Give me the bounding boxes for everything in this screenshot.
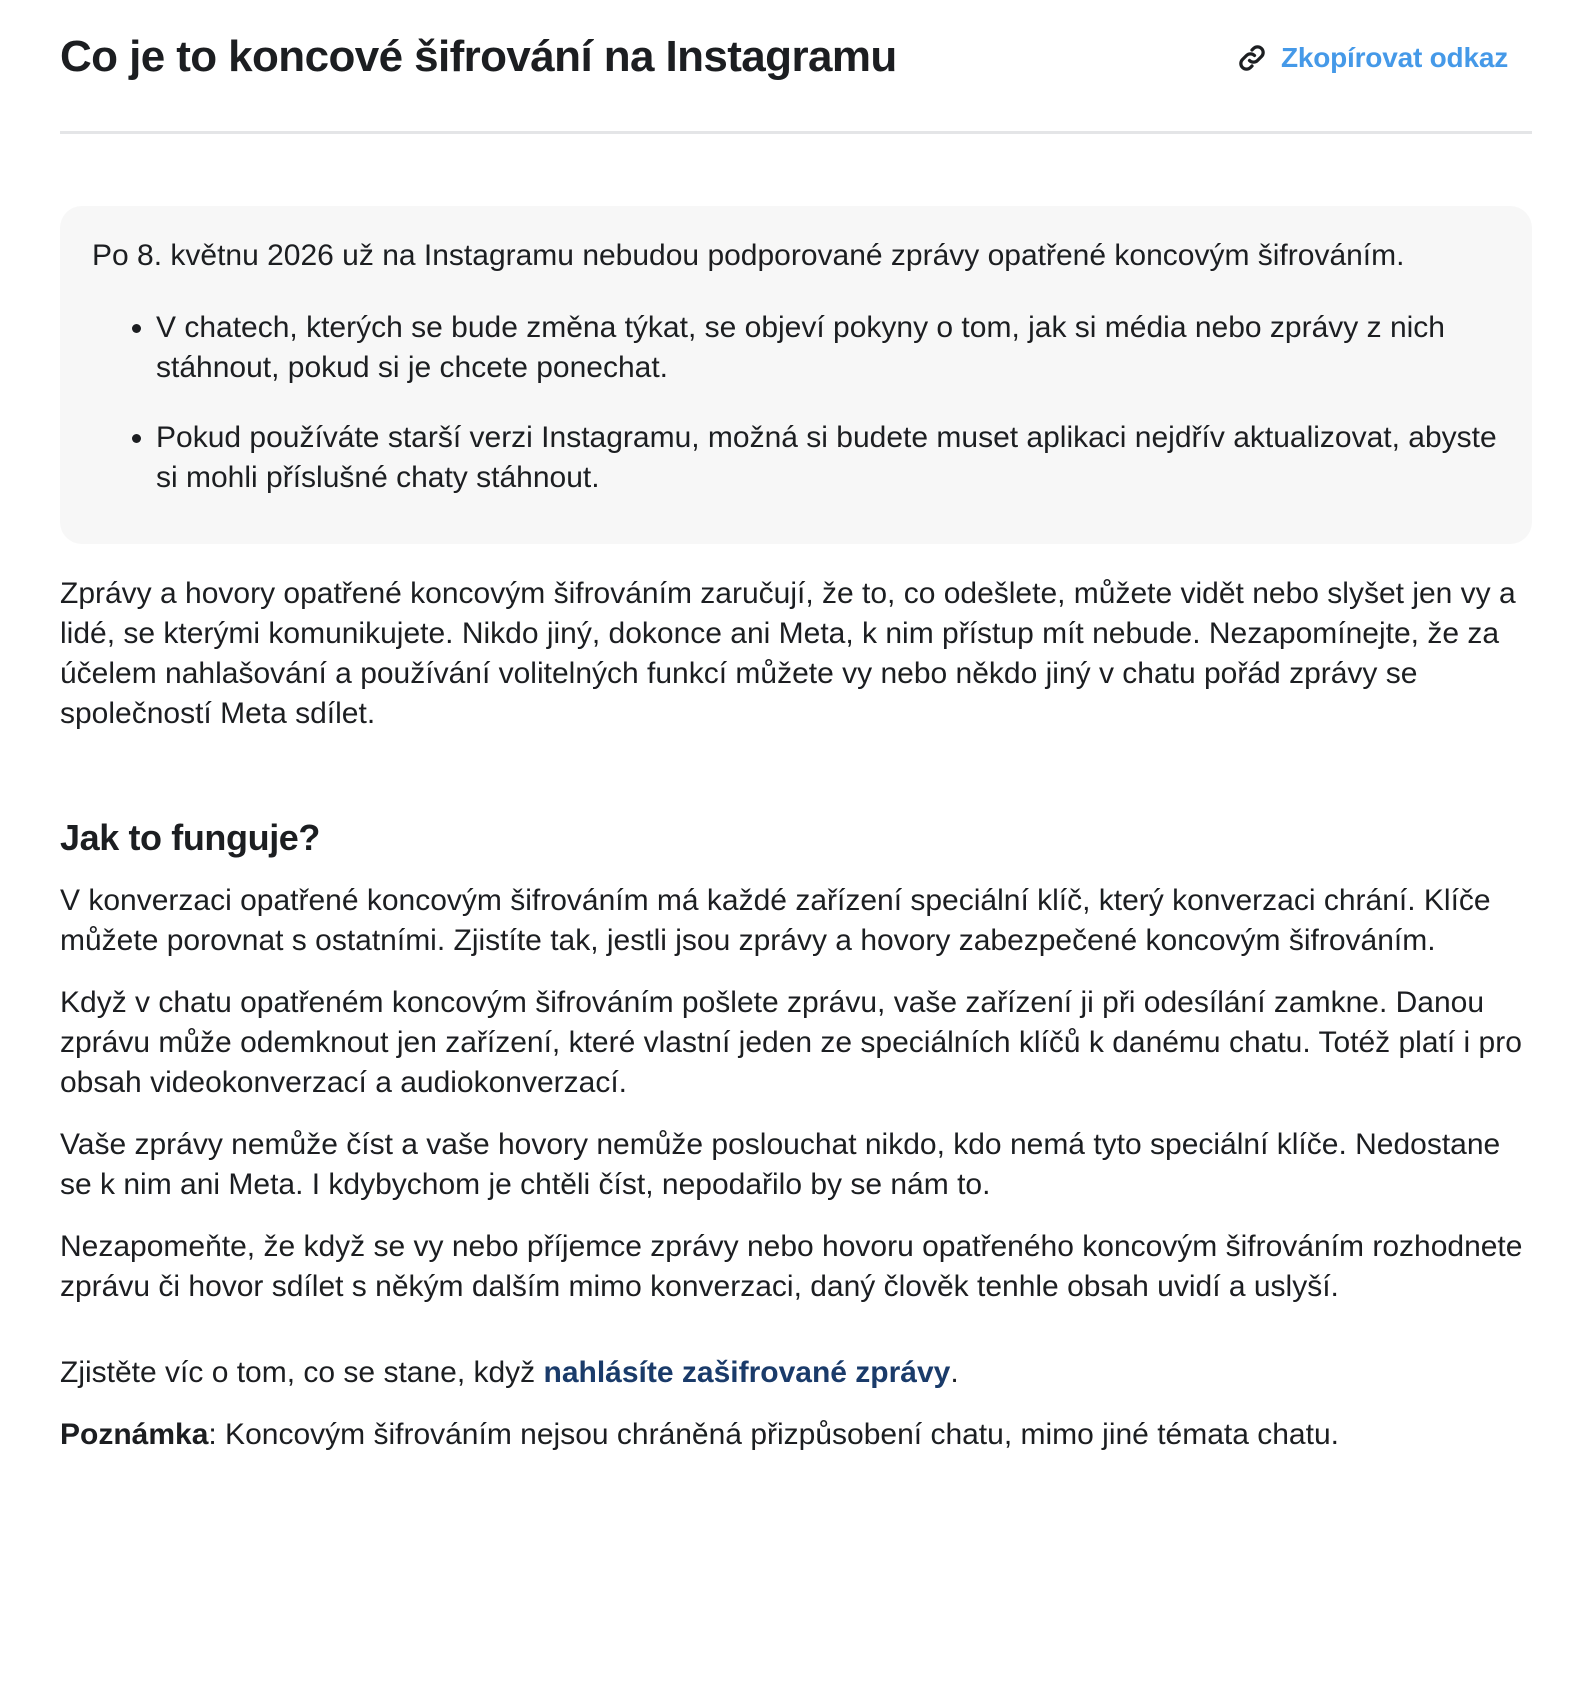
- section-paragraph: Nezapomeňte, že když se vy nebo příjemce zprávy nebo hovoru opatřeného koncovým šifrováním rozhodnete zprávu či hovor sdílet s někým dalším mimo konverzaci, daný člověk tenhle obsah uvidí a uslyší.: [60, 1230, 1523, 1304]
- note-label: Poznámka: [60, 1418, 209, 1452]
- article: [60, 0, 1532, 1455]
- section-paragraph: Když v chatu opatřeném koncovým šifrováním pošlete zprávu, vaše zařízení ji při odesílání zamkne. Danou zprávu může odemknout jen zařízení, které vlastní jeden ze speciálních klíčů k danému chatu. Totéž platí i pro obsah videokonverzací a audiokonverzací.: [60, 986, 1522, 1100]
- deprecation-notice: [60, 206, 1532, 544]
- notice-bullet: • Pokud používáte starší verzi Instagramu, možná si budete muset aplikaci nejdřív aktualizovat, abyste si mohli příslušné chaty stáhnout.: [156, 418, 1498, 498]
- note-text: : Koncovým šifrováním nejsou chráněná přizpůsobení chatu, mimo jiné témata chatu.: [208, 1418, 1339, 1452]
- page-title: Co je to koncové šifrování na Instagramu: [60, 31, 897, 81]
- copy-link-label: Zkopírovat odkaz: [1280, 41, 1508, 73]
- notice-text: Po 8. květnu 2026 už na Instagramu nebudou podporované zprávy opatřené koncovým šifrováním.: [92, 239, 1405, 272]
- intro-paragraph: Zprávy a hovory opatřené koncovým šifrováním zaručují, že to, co odešlete, můžete vidět nebo slyšet jen vy a lidé, se kterými komunikujete. Nikdo jiný, dokonce ani Meta, k nim přístup mít nebude. Nezapomínejte, že za účelem nahlašování a používání volitelných funkcí můžete vy nebo někdo jiný v chatu pořád zprávy se společností Meta sdílet.: [60, 577, 1516, 730]
- report-encrypted-messages-link[interactable]: nahlásíte zašifrované zprávy: [543, 1356, 951, 1390]
- article-header: [60, 0, 1532, 113]
- link-icon: [1237, 43, 1267, 73]
- learn-more-prefix: Zjistěte víc o tom, co se stane, když: [60, 1356, 544, 1390]
- notice-bullets: [92, 308, 1498, 498]
- section-paragraph: Vaše zprávy nemůže číst a vaše hovory nemůže poslouchat nikdo, kdo nemá tyto speciální klíče. Nedostane se k nim ani Meta. I kdybychom je chtěli číst, nepodařilo by se nám to.: [60, 1128, 1501, 1202]
- header-divider: [60, 131, 1532, 134]
- section-title: Jak to funguje?: [60, 817, 321, 858]
- note-paragraph: [60, 1415, 1532, 1455]
- section-paragraph: V konverzaci opatřené koncovým šifrováním má každé zařízení speciální klíč, který konverzaci chrání. Klíče můžete porovnat s ostatními. Zjistíte tak, jestli jsou zprávy a hovory zabezpečené koncovým šifrováním.: [60, 884, 1491, 958]
- learn-more-paragraph: [60, 1353, 1532, 1393]
- copy-link-button[interactable]: [1237, 42, 1508, 74]
- notice-bullet: • V chatech, kterých se bude změna týkat, se objeví pokyny o tom, jak si média nebo zprávy z nich stáhnout, pokud si je chcete ponechat.: [156, 308, 1498, 388]
- learn-more-suffix: .: [950, 1356, 959, 1390]
